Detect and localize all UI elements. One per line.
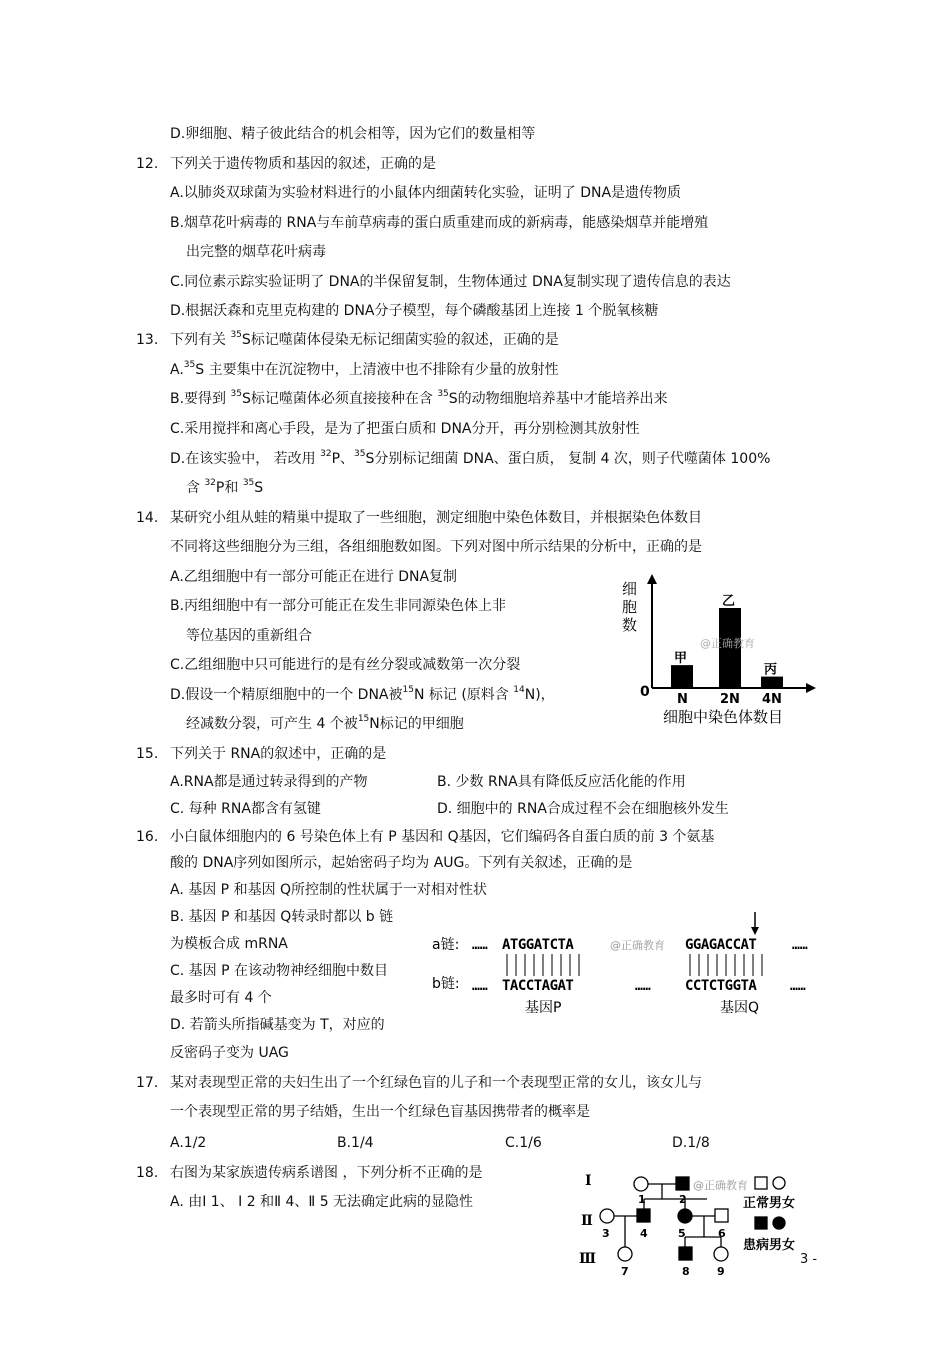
- b-strand-gene-p: TACCTAGAT: [502, 978, 574, 994]
- svg-text:4: 4: [640, 1227, 648, 1240]
- svg-text:2: 2: [679, 1193, 687, 1206]
- bar-4N: [761, 677, 783, 688]
- q12-number: 12.: [136, 156, 159, 172]
- q17-number: 17.: [136, 1075, 159, 1091]
- q16-option-d-cont: 反密码子变为 UAG: [170, 1045, 289, 1061]
- a-dots-right: ……: [792, 938, 808, 953]
- q14-stem: 某研究小组从蛙的精巢中提取了一些细胞，测定细胞中染色体数目，并根据染色体数目: [170, 510, 702, 526]
- q17-stem-cont: 一个表现型正常的男子结婚，生出一个红绿色盲基因携带者的概率是: [170, 1104, 590, 1120]
- q14-option-d: D.假设一个精原细胞中的一个 DNA被$^{15}$N 标记 (原料含 $^{14}$N)，: [170, 685, 555, 703]
- q17-option-c: C.1/6: [505, 1135, 542, 1151]
- q15-stem: 下列关于 RNA的叙述中，正确的是: [170, 746, 387, 762]
- x-tick-N: N: [677, 692, 688, 707]
- bar-N: [671, 665, 693, 688]
- q16-option-c-cont: 最多时可有 4 个: [170, 990, 272, 1006]
- q12-option-c: C.同位素示踪实验证明了 DNA的半保留复制，生物体通过 DNA复制实现了遗传信息的表达: [170, 274, 731, 290]
- b-strand-label: b链:: [432, 976, 460, 992]
- individual-1-normal-female: [634, 1177, 648, 1191]
- q16-option-d: D. 若箭头所指碱基变为 T，对应的: [170, 1017, 385, 1033]
- q15-option-c: C. 每种 RNA都含有氢键: [170, 801, 321, 817]
- individual-5-affected-female: [678, 1209, 692, 1223]
- legend-affected-label: 患病男女: [743, 1238, 796, 1253]
- q13-option-a: A.$^{35}$S 主要集中在沉淀物中，上清液中也不排除有少量的放射性: [170, 360, 559, 378]
- q15-option-d: D. 细胞中的 RNA合成过程不会在细胞核外发生: [437, 801, 729, 817]
- q14-number: 14.: [136, 510, 159, 526]
- individual-7-normal-female: [618, 1247, 632, 1261]
- bar-label-N: 甲: [674, 651, 688, 667]
- legend-normal-male-icon: [755, 1177, 767, 1189]
- q13-option-c: C.采用搅拌和离心手段，是为了把蛋白质和 DNA分开，再分别检测其放射性: [170, 421, 640, 437]
- q13-stem: 下列有关 $^{35}$S标记噬菌体侵染无标记细菌实验的叙述，正确的是: [170, 330, 559, 348]
- b-dots-left: ……: [472, 979, 488, 994]
- x-tick-4N: 4N: [762, 692, 782, 707]
- pedigree-chart: [575, 1165, 818, 1280]
- q15-option-a: A.RNA都是通过转录得到的产物: [170, 774, 368, 790]
- q14-option-a: A.乙组细胞中有一部分可能正在进行 DNA复制: [170, 569, 458, 585]
- q16-stem-cont: 酸的 DNA序列如图所示，起始密码子均为 AUG。下列有关叙述，正确的是: [170, 855, 633, 871]
- svg-text:6: 6: [718, 1227, 726, 1240]
- q13-option-d-cont: 含 $^{32}$P和 $^{35}$S: [186, 478, 264, 496]
- gene-p-label: 基因P: [525, 1000, 562, 1016]
- q16-number: 16.: [136, 829, 159, 845]
- legend-normal-female-icon: [773, 1177, 785, 1189]
- q13-option-b: B.要得到 $^{35}$S标记噬菌体必须直接接种在含 $^{35}$S的动物细胞培养基中才能培养出来: [170, 389, 668, 407]
- svg-text:8: 8: [682, 1265, 690, 1278]
- a-strand-gene-p: ATGGATCTA: [502, 937, 574, 953]
- svg-text:9: 9: [717, 1265, 725, 1278]
- q16-option-b-cont: 为模板合成 mRNA: [170, 936, 288, 952]
- gene-q-label: 基因Q: [720, 1000, 760, 1016]
- individual-2-affected-male: [676, 1177, 689, 1190]
- q14-option-b-cont: 等位基因的重新组合: [186, 628, 312, 644]
- a-dots-left: ……: [472, 938, 488, 953]
- q12-option-b-cont: 出完整的烟草花叶病毒: [186, 244, 326, 260]
- generation-1-label: Ⅰ: [585, 1173, 592, 1189]
- q15-number: 15.: [136, 746, 159, 762]
- generation-2-label: Ⅱ: [581, 1213, 593, 1229]
- q17-option-b: B.1/4: [337, 1135, 374, 1151]
- a-strand-gene-q: GGAGACCAT: [685, 937, 757, 953]
- q17-option-a: A.1/2: [170, 1135, 207, 1151]
- chart-origin: 0: [640, 684, 650, 700]
- pedigree-watermark: @正确教育: [693, 1179, 748, 1192]
- chart-x-arrow-icon: [806, 683, 816, 693]
- q17-option-d: D.1/8: [672, 1135, 710, 1151]
- page-number: 3 -: [800, 1252, 818, 1267]
- q14-option-b: B.丙组细胞中有一部分可能正在发生非同源染色体上非: [170, 598, 507, 614]
- q18-option-a: A. 由Ⅰ 1、 Ⅰ 2 和Ⅱ 4、Ⅱ 5 无法确定此病的显隐性: [170, 1194, 474, 1210]
- individual-3-normal-female: [600, 1209, 614, 1223]
- b-dots-mid: ……: [635, 979, 651, 994]
- chart-watermark: @正确教育: [700, 637, 755, 650]
- q16-stem: 小白鼠体细胞内的 6 号染色体上有 P 基因和 Q基因，它们编码各自蛋白质的前 3 个氨基: [170, 829, 715, 845]
- chart-y-arrow-icon: [647, 574, 657, 584]
- a-strand-label: a链:: [432, 937, 460, 953]
- cell-count-bar-chart: [620, 572, 820, 732]
- q12-option-d: D.根据沃森和克里克构建的 DNA分子模型，每个磷酸基团上连接 1 个脱氧核糖: [170, 303, 659, 319]
- q12-option-b: B.烟草花叶病毒的 RNA与车前草病毒的蛋白质重建而成的新病毒，能感染烟草并能增殖: [170, 215, 709, 231]
- x-tick-2N: 2N: [720, 692, 740, 707]
- svg-text:7: 7: [621, 1265, 629, 1278]
- chart-ylabel-1: 细: [622, 580, 638, 598]
- individual-4-affected-male: [637, 1209, 650, 1222]
- q15-option-b: B. 少数 RNA具有降低反应活化能的作用: [437, 774, 686, 790]
- b-dots-right: ……: [790, 979, 806, 994]
- svg-text:3: 3: [602, 1227, 610, 1240]
- q16-option-a: A. 基因 P 和基因 Q所控制的性状属于一对相对性状: [170, 882, 488, 898]
- dna-sequence-figure: [430, 910, 840, 1020]
- q12-option-a: A.以肺炎双球菌为实验材料进行的小鼠体内细菌转化实验，证明了 DNA是遗传物质: [170, 185, 682, 201]
- q18-stem: 右图为某家族遗传病系谱图 ，下列分析不正确的是: [170, 1165, 483, 1181]
- chart-ylabel-2: 胞: [622, 598, 638, 616]
- q16-option-b: B. 基因 P 和基因 Q转录时都以 b 链: [170, 909, 394, 925]
- generation-3-label: Ⅲ: [579, 1251, 597, 1267]
- legend-affected-female-icon: [773, 1217, 785, 1229]
- q17-stem: 某对表现型正常的夫妇生出了一个红绿色盲的儿子和一个表现型正常的女儿，该女儿与: [170, 1075, 702, 1091]
- q13-option-d: D.在该实验中， 若改用 $^{32}$P、$^{35}$S分别标记细菌 DNA、蛋白质， 复制 4 次，则子代噬菌体 100%: [170, 449, 771, 467]
- individual-6-normal-male: [715, 1209, 728, 1222]
- q14-stem-cont: 不同将这些细胞分为三组，各组细胞数如图。下列对图中所示结果的分析中，正确的是: [170, 539, 702, 555]
- q13-number: 13.: [136, 332, 159, 348]
- chart-ylabel-3: 数: [622, 616, 638, 634]
- legend-affected-male-icon: [755, 1217, 767, 1229]
- bar-label-4N: 丙: [764, 662, 778, 678]
- bar-label-2N: 乙: [722, 594, 736, 609]
- q18-number: 18.: [136, 1165, 159, 1181]
- b-strand-gene-q: CCTCTGGTA: [685, 978, 757, 994]
- legend-normal-label: 正常男女: [743, 1196, 796, 1211]
- individual-9-normal-female: [714, 1247, 728, 1261]
- q12-stem: 下列关于遗传物质和基因的叙述，正确的是: [170, 156, 436, 172]
- q14-option-c: C.乙组细胞中只可能进行的是有丝分裂或减数第一次分裂: [170, 657, 521, 673]
- chart-xlabel: 细胞中染色体数目: [663, 708, 784, 726]
- q11-option-d: D.卵细胞、精子彼此结合的机会相等，因为它们的数量相等: [170, 126, 536, 142]
- svg-text:5: 5: [678, 1227, 686, 1240]
- individual-8-affected-male: [679, 1247, 692, 1260]
- q16-option-c: C. 基因 P 在该动物神经细胞中数目: [170, 963, 389, 979]
- svg-text:1: 1: [638, 1193, 646, 1206]
- dna-watermark: @正确教育: [610, 939, 665, 952]
- q14-option-d-cont: 经减数分裂，可产生 4 个被$^{15}$N标记的甲细胞: [186, 714, 464, 732]
